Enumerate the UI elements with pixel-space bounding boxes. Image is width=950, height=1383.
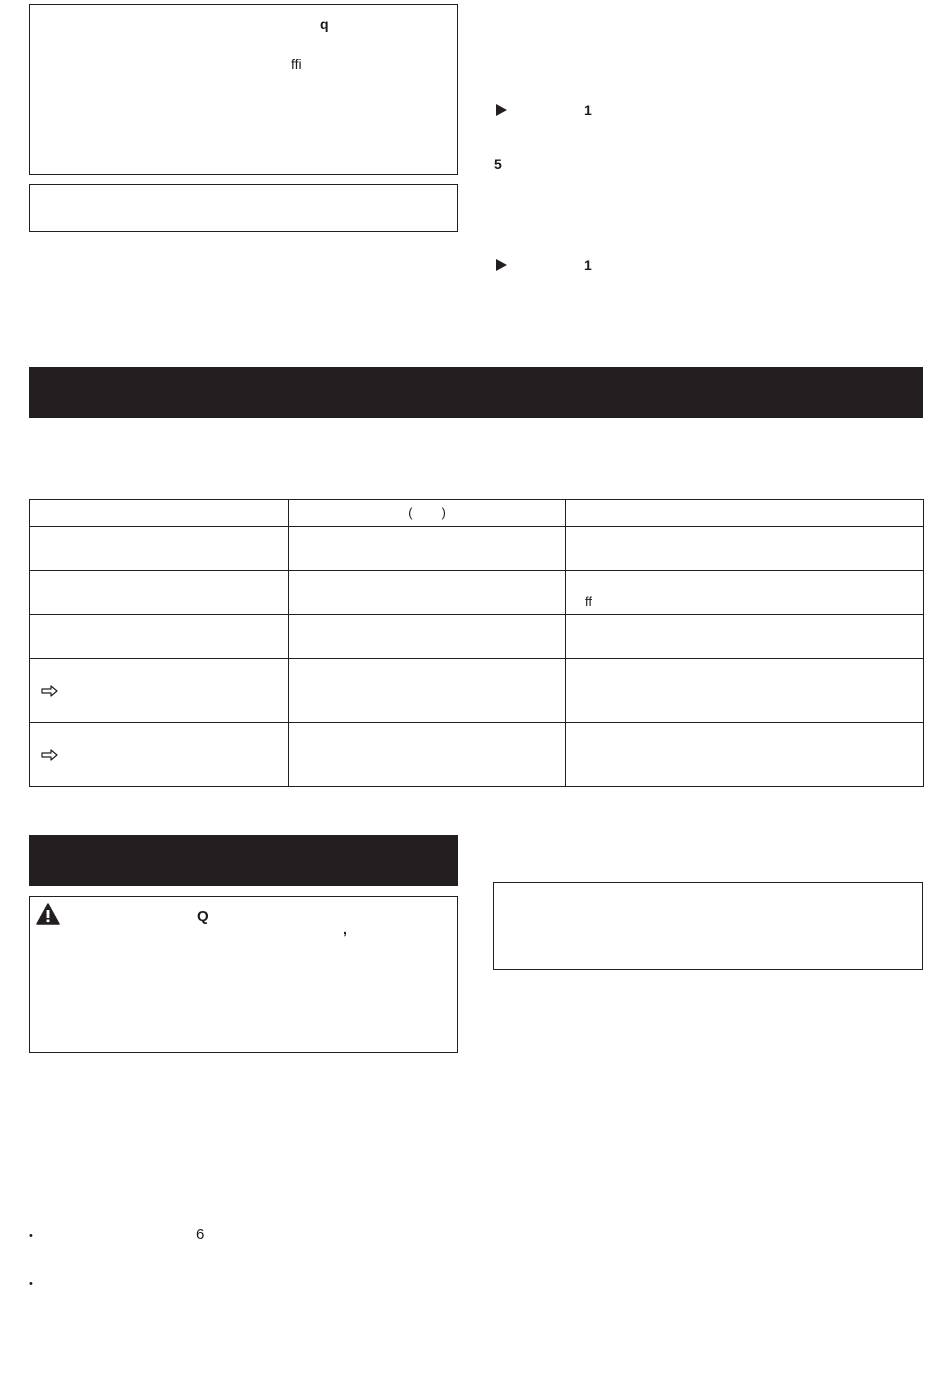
table-row xyxy=(30,659,924,723)
figure-reference-2: 1 xyxy=(584,257,592,273)
table-header-cell xyxy=(289,500,566,527)
table-row xyxy=(30,571,924,615)
table-row xyxy=(30,527,924,571)
table-cell xyxy=(566,723,924,787)
top-note-box xyxy=(29,4,458,175)
triangle-right-icon xyxy=(496,104,507,116)
table-cell-glyph-ff: ff xyxy=(585,594,592,609)
table-row xyxy=(30,615,924,659)
outline-arrow-right-icon xyxy=(41,685,59,697)
table-cell xyxy=(30,527,289,571)
top-note-glyph-ffi: ffi xyxy=(291,56,302,72)
table-header-cell xyxy=(566,500,924,527)
subsection-heading-bar xyxy=(29,835,458,886)
bullet-dot-icon: • xyxy=(29,1278,33,1290)
table-cell xyxy=(30,615,289,659)
warning-glyph-q: Q xyxy=(197,908,209,925)
table-cell xyxy=(289,615,566,659)
section-heading-bar xyxy=(29,367,923,418)
step-number-5: 5 xyxy=(494,156,502,172)
table-cell xyxy=(289,571,566,615)
top-note-box-small xyxy=(29,184,458,232)
table-cell xyxy=(289,659,566,723)
bullet-dot-icon: • xyxy=(29,1230,33,1242)
top-note-glyph-q: q xyxy=(320,16,329,32)
figure-reference-1: 1 xyxy=(584,102,592,118)
outline-arrow-right-icon xyxy=(41,749,59,761)
table-cell xyxy=(30,571,289,615)
table-header-row xyxy=(30,500,924,527)
table-cell xyxy=(566,659,924,723)
triangle-right-icon xyxy=(496,259,507,271)
table-cell xyxy=(566,615,924,659)
table-cell xyxy=(566,527,924,571)
table-header-parenthesis: ( ) xyxy=(408,505,446,520)
warning-triangle-icon xyxy=(36,903,60,925)
warning-glyph-comma: , xyxy=(343,921,347,937)
spec-table xyxy=(29,499,924,787)
warning-box xyxy=(29,896,458,1053)
table-cell xyxy=(289,527,566,571)
table-cell xyxy=(30,659,289,723)
bullet-item-1-text: 6 xyxy=(196,1226,205,1243)
table-cell xyxy=(289,723,566,787)
table-header-cell xyxy=(30,500,289,527)
note-box xyxy=(493,882,923,970)
table-cell xyxy=(30,723,289,787)
table-cell xyxy=(566,571,924,615)
table-row xyxy=(30,723,924,787)
